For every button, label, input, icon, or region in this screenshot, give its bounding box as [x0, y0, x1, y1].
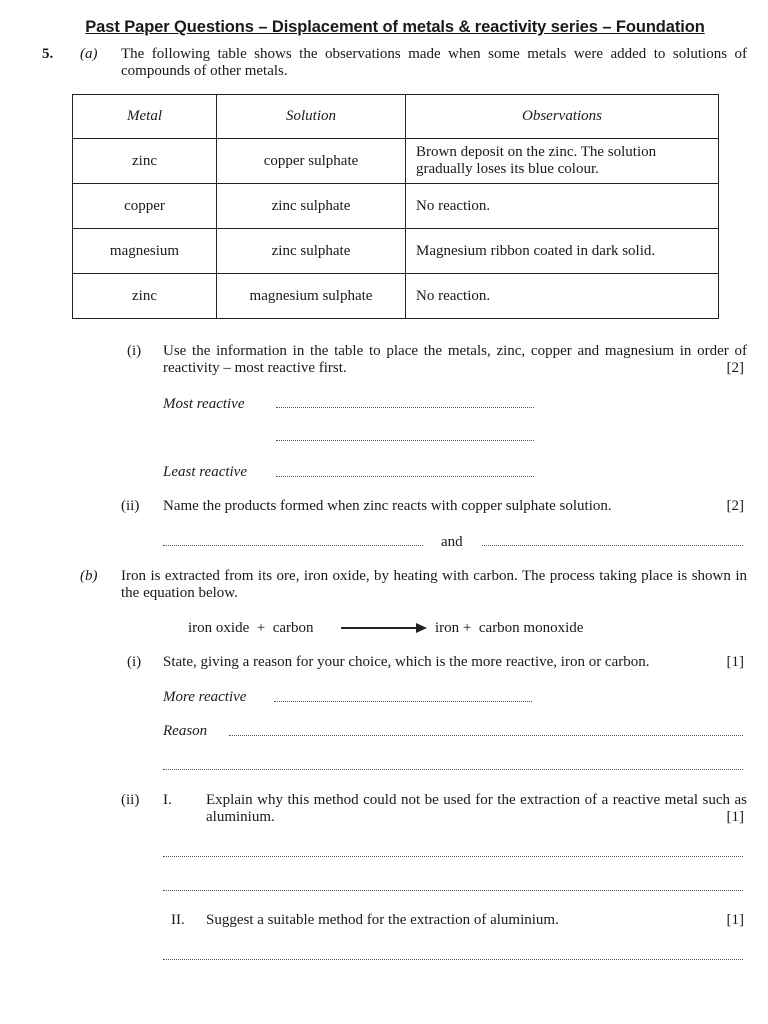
- part-a-text: The following table shows the observations made when some metals were added to solutions of compounds of other metals.: [121, 46, 747, 79]
- observation-cell: No reaction.: [406, 184, 719, 229]
- more-reactive-label: More reactive: [163, 689, 247, 705]
- part-b-label: (b): [80, 568, 98, 584]
- reaction-arrow: [341, 627, 425, 629]
- solution-cell: zinc sulphate: [217, 184, 406, 229]
- table-row: [73, 274, 719, 319]
- observation-cell: Magnesium ribbon coated in dark solid.: [406, 229, 719, 274]
- column-header-solution: Solution: [217, 95, 406, 139]
- b-i-label: (i): [127, 654, 142, 670]
- answer-line-reason-2[interactable]: [163, 769, 743, 770]
- a-i-marks: [2]: [726, 360, 744, 376]
- equation-products: iron + carbon monoxide: [435, 620, 584, 636]
- b-ii-I-marks: [1]: [726, 809, 744, 825]
- a-ii-marks: [2]: [726, 498, 744, 514]
- observation-cell: No reaction.: [406, 274, 719, 319]
- answer-line-most-reactive[interactable]: [276, 407, 534, 408]
- observations-table: [72, 94, 719, 319]
- solution-cell: zinc sulphate: [217, 229, 406, 274]
- a-ii-text: Name the products formed when zinc reacts with copper sulphate solution.: [163, 498, 612, 514]
- answer-line-product-1[interactable]: [163, 545, 423, 546]
- b-ii-label: (ii): [121, 792, 140, 808]
- answer-line-product-2[interactable]: [482, 545, 743, 546]
- least-reactive-label: Least reactive: [163, 464, 248, 480]
- metal-cell: zinc: [73, 139, 217, 184]
- solution-cell: copper sulphate: [217, 139, 406, 184]
- part-b-text: Iron is extracted from its ore, iron oxide, by heating with carbon. The process taking place is shown in the equation below.: [121, 568, 747, 601]
- a-i-label: (i): [127, 343, 142, 359]
- answer-line-explain-2[interactable]: [163, 890, 743, 891]
- b-i-text: State, giving a reason for your choice, which is the more reactive, iron or carbon.: [163, 654, 650, 670]
- answer-line-reason-1[interactable]: [229, 735, 743, 736]
- table-header-row: [73, 95, 719, 139]
- page-title: Past Paper Questions – Displacement of metals & reactivity series – Foundation: [85, 18, 705, 36]
- column-header-observations: Observations: [406, 95, 719, 139]
- b-i-marks: [1]: [726, 654, 744, 670]
- column-header-metal: Metal: [73, 95, 217, 139]
- a-ii-label: (ii): [121, 498, 140, 514]
- b-ii-II-marks: [1]: [726, 912, 744, 928]
- answer-line-explain-1[interactable]: [163, 856, 743, 857]
- solution-cell: magnesium sulphate: [217, 274, 406, 319]
- b-ii-I-text: Explain why this method could not be used for the extraction of a reactive metal such as aluminium.: [206, 792, 747, 825]
- answer-line-least-reactive[interactable]: [276, 476, 534, 477]
- answer-line-middle[interactable]: [276, 440, 534, 441]
- answer-line-suggest[interactable]: [163, 959, 743, 960]
- table-row: [73, 229, 719, 274]
- observation-cell: Brown deposit on the zinc. The solution gradually loses its blue colour.: [406, 139, 719, 184]
- most-reactive-label: Most reactive: [163, 396, 245, 412]
- reason-label: Reason: [163, 723, 208, 739]
- and-word: and: [441, 534, 463, 550]
- b-ii-II-text: Suggest a suitable method for the extraction of aluminium.: [206, 912, 559, 928]
- b-ii-I-label: I.: [163, 792, 172, 808]
- equation-reactants: iron oxide + carbon: [188, 620, 314, 636]
- part-a-label: (a): [80, 46, 98, 62]
- a-i-text: Use the information in the table to place the metals, zinc, copper and magnesium in order of reactivity – most reactive first.: [163, 343, 747, 376]
- table-row: [73, 139, 719, 184]
- question-number: 5.: [42, 46, 54, 62]
- metal-cell: zinc: [73, 274, 217, 319]
- b-ii-II-label: II.: [171, 912, 185, 928]
- metal-cell: magnesium: [73, 229, 217, 274]
- metal-cell: copper: [73, 184, 217, 229]
- table-row: [73, 184, 719, 229]
- answer-line-more-reactive[interactable]: [274, 701, 532, 702]
